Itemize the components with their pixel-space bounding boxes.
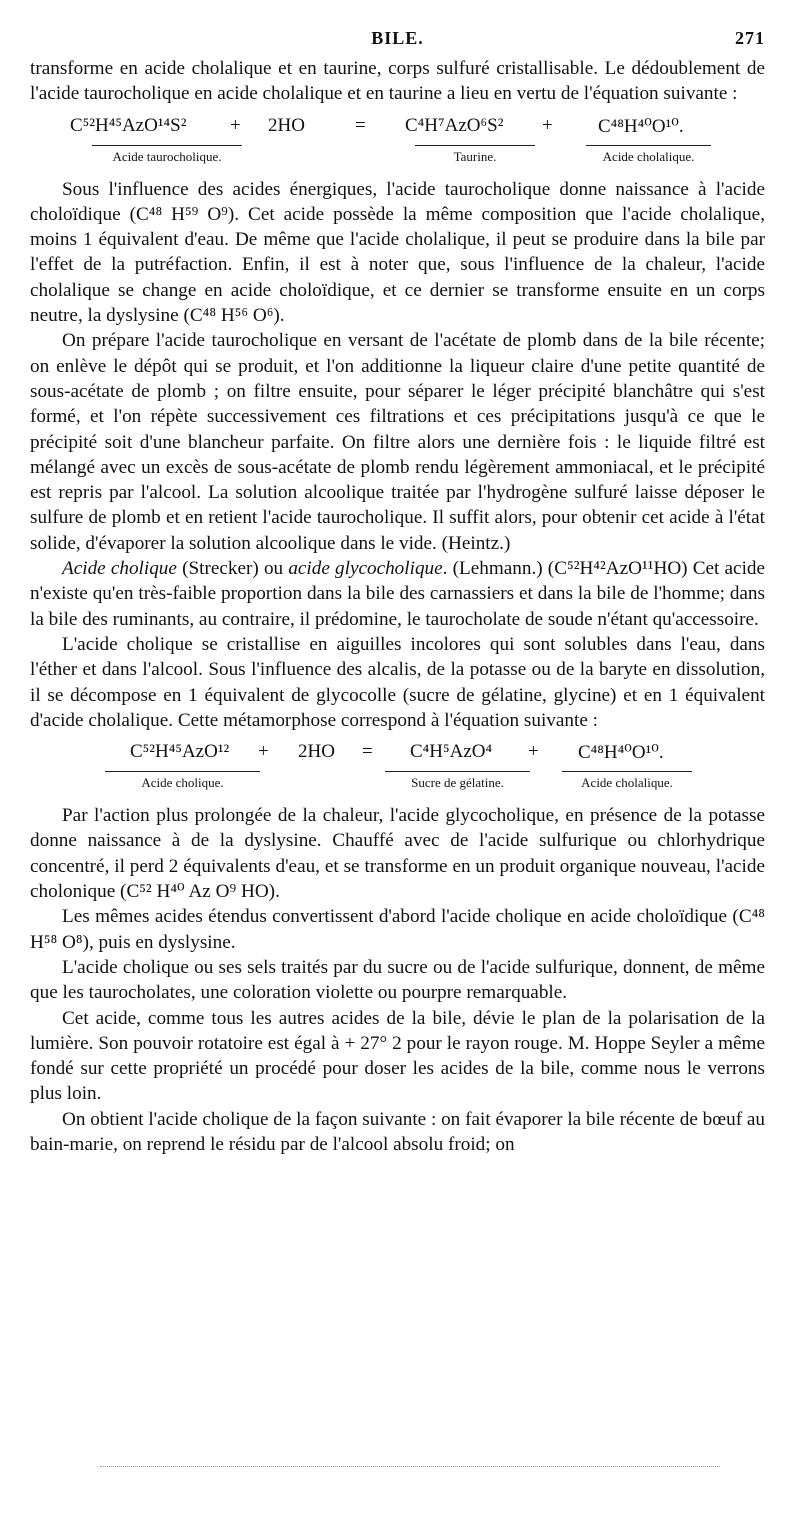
eq2-equals: = (362, 741, 373, 763)
page (30, 28, 765, 1157)
eq1-label-1: Acide taurocholique. (92, 145, 242, 165)
paragraph-4-rest: . (Lehmann.) (C⁵²H⁴²AzO¹¹HO) Cet acide n'existe qu'en très-faible proportion dans la bile des carnassiers et dans la bile de l'homme; dans la bile des ruminants, au contraire, il prédomine, le taurocholate de soude n'étant qu'accessoire. (30, 558, 766, 630)
equation-cholic (30, 741, 765, 793)
paragraph-10: On obtient l'acide cholique de la façon suivante : on fait évaporer la bile récente de bœuf au bain-marie, on reprend le résidu par de l'alcool absolu froid; on (30, 1108, 765, 1155)
eq1-term-1: C⁵²H⁴⁵AzO¹⁴S² (70, 114, 187, 136)
eq2-term-4: C⁴⁸H⁴⁰O¹⁰. (578, 742, 664, 764)
paragraph-7: Les mêmes acides étendus convertissent d'abord l'acide cholique en acide choloïdique (C⁴⁸ H⁵⁸ O⁸), puis en dyslysine. (30, 906, 765, 953)
paragraph-9: Cet acide, comme tous les autres acides de la bile, dévie le plan de la polarisation de la lumière. Son pouvoir rotatoire est égal à + 27° 2 pour le rayon rouge. M. Hoppe Seyler a même fondé sur cette propriété un procédé pour doser les acides de la bile, comme nous le verrons plus loin. (30, 1007, 765, 1105)
eq1-label-4: Acide cholalique. (586, 145, 711, 165)
eq2-plus-1: + (258, 741, 269, 763)
paragraph-3: On prépare l'acide taurocholique en versant de l'acétate de plomb dans de la bile récente; on enlève le dépôt qui se produit, et l'on additionne la liqueur claire d'une petite quantité de sous-acétate de plomb ; on filtre ensuite, pour séparer le léger précipité blanchâtre qui s'est formé, et l'on répète successivement ces filtrations et ces précipitations jusqu'à ce que le précipité soit d'une blancheur parfaite. On filtre alors une dernière fois : le liquide filtré est mélangé avec un excès de sous-acétate de plomb rendu légèrement ammoniacal, et le précipité est repris par l'alcool. La solution alcoolique traitée par l'hydrogène sulfuré laisse déposer le sulfure de plomb et en retient l'acide taurocholique. Il suffit alors, pour obtenir cet acide à l'état solide, d'évaporer la solution alcoolique dans le vide. (Heintz.) (30, 330, 765, 554)
eq2-term-3: C⁴H⁵AzO⁴ (410, 741, 493, 763)
running-header (30, 28, 765, 56)
paragraph-4-mid: (Strecker) ou (176, 558, 289, 580)
eq1-label-3: Taurine. (415, 145, 535, 165)
acide-glycocholique-name: acide glycocholique (288, 558, 443, 580)
paragraph-8: L'acide cholique ou ses sels traités par du sucre ou de l'acide sulfurique, donnent, de même que les taurocholates, une coloration violette ou pourpre remarquable. (30, 956, 765, 1004)
eq2-term-2: 2HO (298, 741, 335, 763)
eq1-term-3: C⁴H⁷AzO⁶S² (405, 114, 504, 136)
eq2-label-1: Acide cholique. (105, 771, 260, 791)
paragraph-4 (30, 556, 765, 632)
eq2-term-1: C⁵²H⁴⁵AzO¹² (130, 741, 230, 763)
eq1-equals: = (355, 114, 366, 136)
eq1-plus-1: + (230, 114, 241, 136)
paragraph-1: transforme en acide cholalique et en taurine, corps sulfuré cristallisable. Le dédoublement de l'acide taurocholique en acide cholalique et en taurine a lieu en vertu de l'équation suivante : (30, 58, 765, 105)
eq2-label-4: Acide cholalique. (562, 771, 692, 791)
equation-taurocholic (30, 115, 765, 167)
paragraph-6: Par l'action plus prolongée de la chaleur, l'acide glycocholique, en présence de la potasse donne naissance à de la dyslysine. Chauffé avec de l'acide sulfurique ou chlorhydrique concentré, il perd 2 équivalents d'eau, et se transforme en un produit organique nouveau, l'acide cholonique (C⁵² H⁴⁰ Az O⁹ HO). (30, 805, 765, 903)
eq1-term-2: 2HO (268, 114, 305, 136)
eq2-plus-2: + (528, 741, 539, 763)
running-title: BILE. (371, 28, 424, 48)
bottom-dotted-rule (100, 1466, 720, 1468)
acide-cholique-name: Acide cholique (62, 558, 177, 580)
page-number: 271 (735, 28, 765, 48)
eq1-term-4: C⁴⁸H⁴⁰O¹⁰. (598, 115, 684, 137)
paragraph-2: Sous l'influence des acides énergiques, l'acide taurocholique donne naissance à l'acide choloïdique (C⁴⁸ H⁵⁹ O⁹). Cet acide possède la même composition que l'acide cholalique, moins 1 équivalent d'eau. De même que l'acide cholalique, il peut se produire dans la bile par l'effet de la putréfaction. Enfin, il est à noter que, sous l'influence de la chaleur, l'acide cholalique se change en acide choloïdique, et ce dernier se transforme ensuite en un corps neutre, la dyslysine (C⁴⁸ H⁵⁶ O⁶). (30, 178, 765, 327)
paragraph-5: L'acide cholique se cristallise en aiguilles incolores qui sont solubles dans l'eau, dans l'éther et dans l'alcool. Sous l'influence des alcalis, de la potasse ou de la baryte en dissolution, il se décompose en 1 équivalent de glycocolle (sucre de gélatine, glycine) et en 1 équivalent d'acide cholalique. Cette métamorphose correspond à l'équation suivante : (30, 633, 765, 731)
eq2-label-3: Sucre de gélatine. (385, 771, 530, 791)
eq1-plus-2: + (542, 114, 553, 136)
